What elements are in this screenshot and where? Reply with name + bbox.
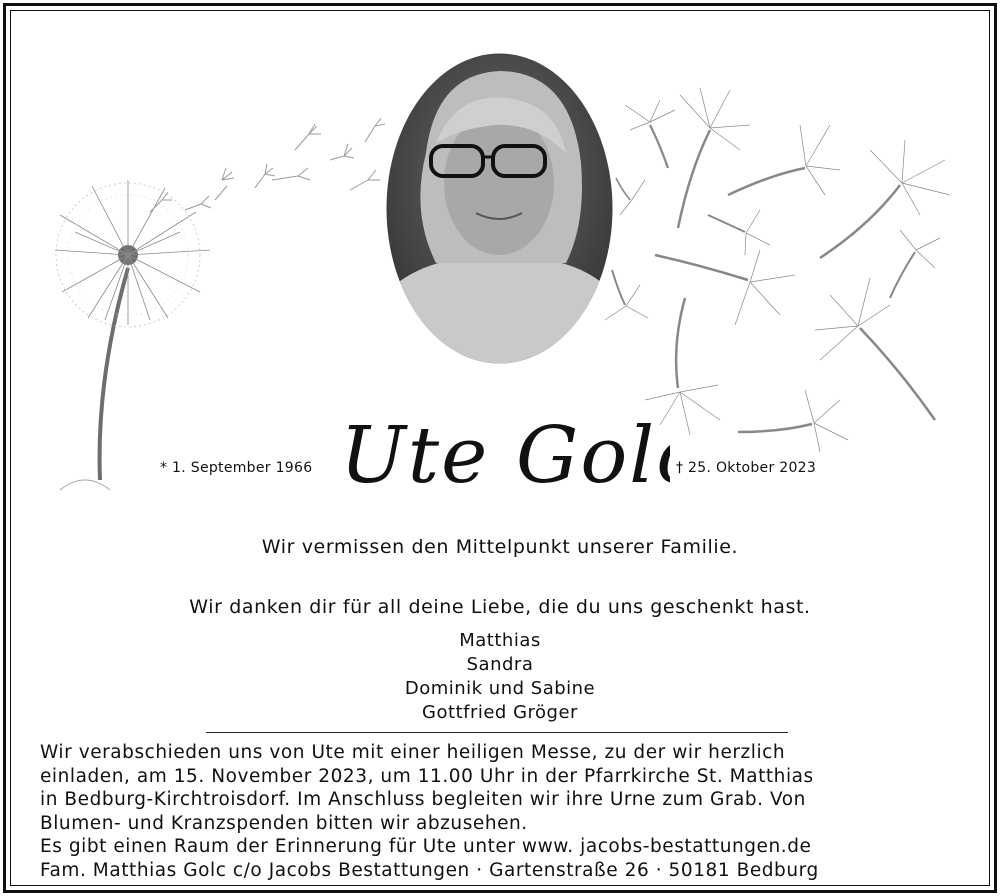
- tribute-line-2: Wir danken dir für all deine Liebe, die du uns geschenkt hast.: [189, 596, 811, 618]
- details-line: Fam. Matthias Golc c/o Jacobs Bestattungen · Gartenstraße 26 · 50181 Bedburg: [40, 859, 819, 881]
- funeral-details: [40, 741, 960, 882]
- divider: [206, 732, 788, 733]
- birth-date: * 1. September 1966: [160, 460, 313, 476]
- name-script-graphic: [330, 392, 670, 522]
- mourner-name: Sandra: [466, 654, 534, 675]
- deceased-name: [330, 392, 670, 522]
- mourner-name: Gottfried Gröger: [422, 702, 578, 723]
- death-date: † 25. Oktober 2023: [676, 460, 817, 476]
- mourner-name: Dominik und Sabine: [404, 678, 596, 699]
- tribute-line-1: Wir vermissen den Mittelpunkt unserer Familie.: [261, 536, 739, 558]
- details-line: Wir verabschieden uns von Ute mit einer heiligen Messe, zu der wir herzlich: [40, 742, 786, 763]
- flying-seeds-left: [150, 118, 385, 212]
- portrait-photo: [386, 53, 613, 364]
- details-line: Blumen- und Kranzspenden bitten wir abzusehen.: [40, 812, 528, 834]
- details-line: einladen, am 15. November 2023, um 11.00 Uhr in der Pfarrkirche St. Matthias: [40, 765, 814, 787]
- dandelion-flower: [55, 180, 210, 490]
- mourners-list: [300, 629, 700, 725]
- details-line: Es gibt einen Raum der Erinnerung für Ute unter www. jacobs-bestattungen.de: [40, 836, 812, 857]
- mourner-name: Matthias: [459, 630, 541, 651]
- name-text: Ute Golc: [340, 411, 670, 501]
- details-line: in Bedburg-Kirchtroisdorf. Im Anschluss begleiten wir ihre Urne zum Grab. Von: [40, 789, 806, 810]
